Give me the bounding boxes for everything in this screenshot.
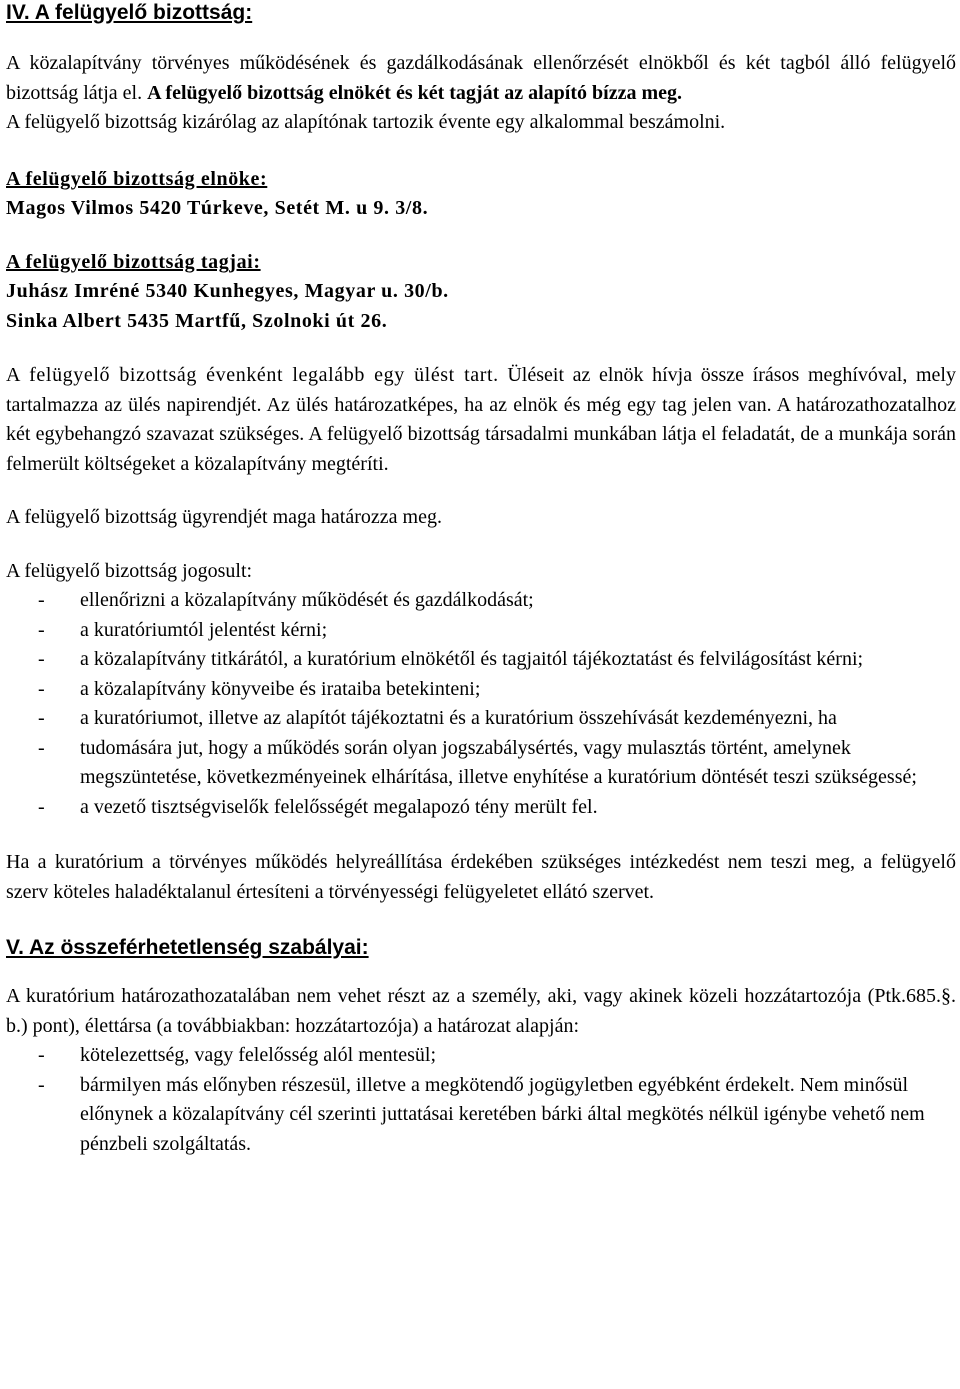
section-iv-intro	[6, 49, 956, 138]
meetings-sentence-2: Üléseit az elnök hívja össze írásos meghívóval, mely tartalmazza az ülés napirendjét.	[6, 364, 956, 416]
chair-block	[6, 165, 956, 224]
list-item: - bármilyen más előnyben részesül, illetve a megkötendő jogügyletben egyébként érdekelt. Nem minősül előnynek a közalapítvány cél szerinti juttatásai keretében bárki által megkötés nélkül igénybe vehető nem pénzbeli szolgáltatás.	[38, 1073, 925, 1155]
member-1: Juhász Imréné 5340 Kunhegyes, Magyar u. 30/b.	[6, 280, 449, 302]
section-v-intro: A kuratórium határozathozatalában nem vehet részt az a személy, aki, vagy akinek közeli hozzátartozója (Ptk.685.§. b.) pont), élettársa (a továbbiakban: hozzátartozója) a határozat alapján:	[6, 985, 956, 1037]
members-block	[6, 248, 956, 337]
section-iv-heading: IV. A felügyelő bizottság:	[6, 1, 253, 24]
meetings-sentence-3: Az ülés határozatképes, ha az elnök és még egy tag jelen van.	[261, 393, 772, 416]
chair-heading: A felügyelő bizottság elnöke:	[6, 167, 268, 190]
list-item: - kötelezettség, vagy felelősség alól mentesül;	[38, 1044, 436, 1066]
rights-list	[6, 586, 956, 822]
document-page	[6, 0, 956, 1159]
rules-paragraph: A felügyelő bizottság ügyrendjét maga határozza meg.	[6, 506, 442, 528]
meetings-paragraph	[6, 361, 956, 479]
intro-sentence-2: A felügyelő bizottság elnökét és két tagját az alapító bízza meg.	[147, 81, 682, 104]
list-item: - a közalapítvány könyveibe és irataiba betekinteni;	[38, 677, 481, 700]
list-item: - a kuratóriumot, illetve az alapítót tájékoztatni és a kuratórium összehívását kezdeményezni, ha	[38, 707, 837, 729]
list-item: - a kuratóriumtól jelentést kérni;	[38, 618, 328, 641]
chair-name: Magos Vilmos 5420 Túrkeve, Setét M. u 9. 3/8.	[6, 197, 429, 219]
meetings-sentence-1: A felügyelő bizottság évenként legalább egy ülést tart.	[6, 364, 499, 386]
list-item: - a vezető tisztségviselők felelősségét megalapozó tény merült fel.	[38, 795, 598, 818]
list-item: - tudomására jut, hogy a működés során olyan jogszabálysértés, vagy mulasztás történt, amelynek megszüntetése, következményeinek elhárítása, illetve enyhítése a kuratórium döntését teszi szükségessé;	[38, 736, 917, 788]
intro-sentence-1: A közalapítvány törvényes működésének és gazdálkodásának ellenőrzését elnökből és két tagból álló felügyelő bizottság látja el.	[6, 52, 956, 104]
meetings-sentence-5: A felügyelő bizottság társadalmi munkában látja el feladatát, de a munkája során felmerült költségeket a közalapítvány megtéríti.	[6, 423, 956, 475]
list-item: - a közalapítvány titkárától, a kuratórium elnökétől és tagjaitól tájékoztatást és felvilágosítást kérni;	[38, 648, 864, 670]
meetings-sentence-4: A határozathozatalhoz két egybehangzó szavazat szükséges.	[6, 393, 957, 445]
intro-sentence-3: A felügyelő bizottság kizárólag az alapítónak tartozik évente egy alkalommal beszámolni.	[6, 111, 726, 133]
conflict-list	[6, 1041, 956, 1159]
member-2: Sinka Albert 5435 Martfű, Szolnoki út 26.	[6, 309, 388, 332]
section-v-heading: V. Az összeférhetetlenség szabályai:	[6, 936, 369, 959]
closing-paragraph: Ha a kuratórium a törvényes működés helyreállítása érdekében szükséges intézkedést nem teszi meg, a felügyelő szerv köteles haladéktalanul értesíteni a törvényességi felügyeletet ellátó szervet.	[6, 851, 956, 903]
list-item: - ellenőrizni a közalapítvány működését és gazdálkodását;	[38, 589, 534, 611]
members-heading: A felügyelő bizottság tagjai:	[6, 250, 261, 273]
rights-heading: A felügyelő bizottság jogosult:	[6, 559, 253, 582]
